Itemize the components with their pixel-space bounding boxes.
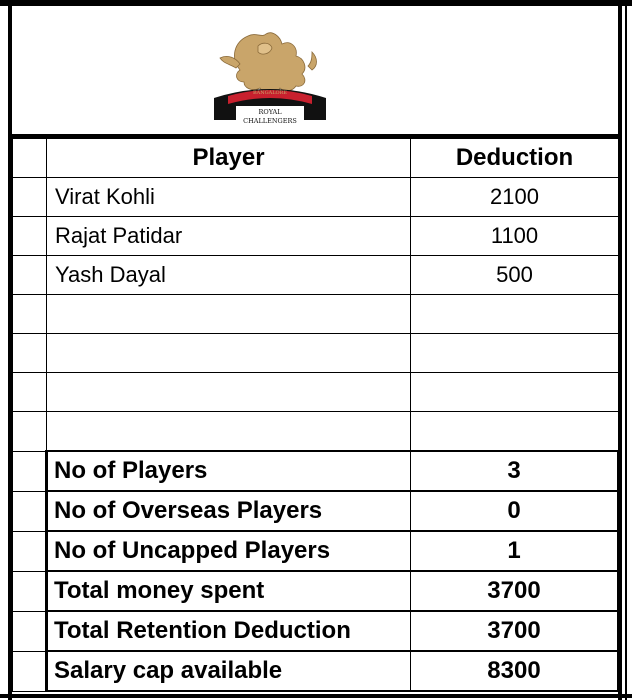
row-blank-cell: [13, 373, 47, 412]
logo-text-bangalore: BANGALORE: [252, 90, 288, 96]
summary-row: [13, 611, 619, 651]
summary-label: Total money spent: [47, 571, 411, 611]
player-deduction: [411, 334, 619, 373]
player-deduction: 1100: [411, 217, 619, 256]
summary-value: 0: [411, 491, 619, 531]
row-blank-cell: [13, 571, 47, 611]
summary-label: No of Uncapped Players: [47, 531, 411, 571]
row-blank-cell: [13, 178, 47, 217]
player-name: Yash Dayal: [47, 256, 411, 295]
row-blank-cell: [13, 256, 47, 295]
player-name: Virat Kohli: [47, 178, 411, 217]
player-deduction: 500: [411, 256, 619, 295]
logo-text-royal: ROYAL: [258, 108, 282, 116]
summary-value: 1: [411, 531, 619, 571]
row-blank-cell: [13, 334, 47, 373]
player-deduction: [411, 412, 619, 452]
summary-row: [13, 491, 619, 531]
border-bottom: [0, 694, 632, 698]
header-player: Player: [47, 139, 411, 178]
summary-label: No of Overseas Players: [47, 491, 411, 531]
row-blank-cell: [13, 651, 47, 691]
player-deduction: 2100: [411, 178, 619, 217]
summary-value: 3700: [411, 571, 619, 611]
player-row: [13, 256, 619, 295]
player-name: [47, 295, 411, 334]
summary-row: [13, 451, 619, 491]
player-name: Rajat Patidar: [47, 217, 411, 256]
player-row: [13, 217, 619, 256]
header-blank-cell: [13, 139, 47, 178]
row-blank-cell: [13, 611, 47, 651]
player-row: [13, 178, 619, 217]
row-blank-cell: [13, 412, 47, 452]
player-row: [13, 412, 619, 452]
summary-value: 8300: [411, 651, 619, 691]
player-name: [47, 373, 411, 412]
summary-label: Total Retention Deduction: [47, 611, 411, 651]
header-row: [13, 139, 619, 178]
player-deduction: [411, 373, 619, 412]
border-right-outer: [625, 0, 627, 700]
row-blank-cell: [13, 451, 47, 491]
row-blank-cell: [13, 217, 47, 256]
player-name: [47, 334, 411, 373]
summary-row: [13, 651, 619, 691]
summary-label: No of Players: [47, 451, 411, 491]
row-blank-cell: [13, 491, 47, 531]
player-row: [13, 334, 619, 373]
player-row: [13, 295, 619, 334]
player-name: [47, 412, 411, 452]
summary-row: [13, 571, 619, 611]
rcb-logo: [200, 28, 340, 130]
summary-row: [13, 531, 619, 571]
summary-value: 3700: [411, 611, 619, 651]
player-row: [13, 373, 619, 412]
logo-cell: [12, 6, 618, 134]
row-blank-cell: [13, 295, 47, 334]
retention-table: [12, 138, 620, 692]
player-deduction: [411, 295, 619, 334]
summary-value: 3: [411, 451, 619, 491]
summary-label: Salary cap available: [47, 651, 411, 691]
header-deduction: Deduction: [411, 139, 619, 178]
row-blank-cell: [13, 531, 47, 571]
logo-text-challengers: CHALLENGERS: [243, 117, 297, 125]
